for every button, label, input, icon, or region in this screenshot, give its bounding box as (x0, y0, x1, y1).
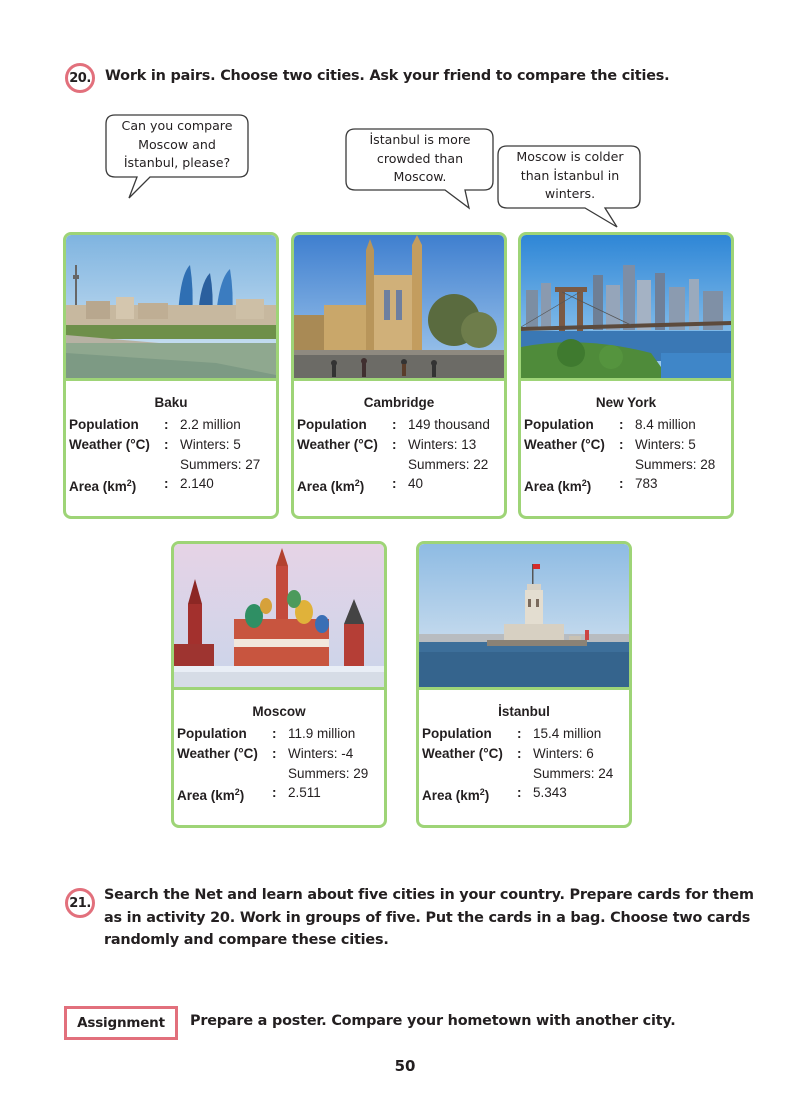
city-name: İstanbul (498, 704, 550, 719)
weather-label: Weather (°C) (177, 745, 258, 761)
summers-value: Summers: 28 (635, 456, 716, 472)
population-label: Population (177, 726, 247, 741)
city-photo-cambridge (294, 235, 504, 381)
city-photo-moscow (174, 544, 384, 690)
population-value: 149 thousand (408, 417, 490, 432)
activity-instruction: Search the Net and learn about five cities in your country. Prepare cards for them as in activity 20. Work in groups of five. Put the cards in a bag. Choose two cards randomly and compare these cities. (104, 887, 754, 948)
colon: : (392, 436, 397, 452)
population-label: Population (422, 726, 492, 741)
city-name: Baku (154, 395, 188, 410)
city-stats (524, 415, 731, 497)
area-value: 2.511 (288, 785, 321, 801)
city-card-baku (63, 232, 279, 519)
weather-label: Weather (°C) (297, 436, 378, 452)
colon: : (517, 726, 522, 741)
activity-instruction: Work in pairs. Choose two cities. Ask your friend to compare the cities. (105, 68, 670, 84)
assignment-label: Assignment (77, 1015, 165, 1031)
area-label: Area $(km^2)$ (177, 787, 245, 804)
city-stats (297, 415, 504, 497)
city-name: Cambridge (363, 395, 435, 410)
summers-value: Summers: 24 (533, 765, 614, 781)
weather-label: Weather (°C) (69, 436, 150, 452)
colon: : (272, 726, 277, 741)
city-card-istanbul (416, 541, 632, 828)
area-label: Area $(km^2)$ (297, 478, 365, 495)
colon: : (517, 785, 522, 801)
area-label: Area $(km^2)$ (69, 478, 137, 495)
summers-value: Summers: 22 (408, 456, 489, 472)
city-card-cambridge (291, 232, 507, 519)
colon: : (272, 745, 277, 761)
winters-value: Winters: 6 (533, 745, 594, 761)
colon: : (392, 417, 397, 432)
colon: : (517, 745, 522, 761)
area-label: Area $(km^2)$ (524, 478, 592, 495)
winters-value: Winters: -4 (288, 745, 354, 761)
page-number: 50 (394, 1057, 416, 1075)
population-label: Population (297, 417, 367, 432)
population-label: Population (524, 417, 594, 432)
population-label: Population (69, 417, 139, 432)
population-value: 11.9 million (288, 726, 356, 741)
area-value: 5.343 (533, 785, 567, 801)
city-card-moscow (171, 541, 387, 828)
colon: : (392, 476, 397, 492)
city-name: Moscow (252, 704, 306, 719)
speech-bubble-text: İstanbul is more crowded than Moscow. (369, 132, 471, 184)
population-value: 2.2 million (180, 417, 241, 432)
summers-value: Summers: 29 (288, 765, 369, 781)
population-value: 8.4 million (635, 417, 696, 432)
winters-value: Winters: 5 (180, 436, 241, 452)
colon: : (164, 476, 169, 492)
winters-value: Winters: 13 (408, 436, 477, 452)
speech-bubble (345, 128, 495, 210)
colon: : (164, 417, 169, 432)
speech-bubble (497, 145, 643, 229)
area-value: 2.140 (180, 476, 214, 492)
assignment-text: Prepare a poster. Compare your hometown with another city. (190, 1013, 676, 1029)
city-photo-new-york (521, 235, 731, 381)
area-label: Area $(km^2)$ (422, 787, 490, 804)
weather-label: Weather (°C) (524, 436, 605, 452)
activity-number-badge: 20. (65, 63, 95, 93)
winters-value: Winters: 5 (635, 436, 696, 452)
colon: : (619, 476, 624, 492)
city-stats (69, 415, 276, 497)
colon: : (619, 436, 624, 452)
city-card-new-york (518, 232, 734, 519)
area-value: 40 (408, 476, 424, 492)
area-value: 783 (635, 476, 658, 492)
city-photo-istanbul (419, 544, 629, 690)
activity-number-badge: 21. (65, 888, 95, 918)
city-photo-baku (66, 235, 276, 381)
speech-bubble-text: Can you compare Moscow and İstanbul, please? (121, 118, 233, 170)
city-stats (177, 724, 384, 806)
colon: : (164, 436, 169, 452)
population-value: 15.4 million (533, 726, 602, 741)
speech-bubble (105, 114, 249, 200)
city-stats (422, 724, 629, 806)
colon: : (619, 417, 624, 432)
city-name: New York (595, 395, 657, 410)
assignment-label-box (64, 1006, 178, 1040)
colon: : (272, 785, 277, 801)
weather-label: Weather (°C) (422, 745, 503, 761)
summers-value: Summers: 27 (180, 456, 261, 472)
speech-bubble-text: Moscow is colder than İstanbul in winters. (516, 149, 624, 201)
